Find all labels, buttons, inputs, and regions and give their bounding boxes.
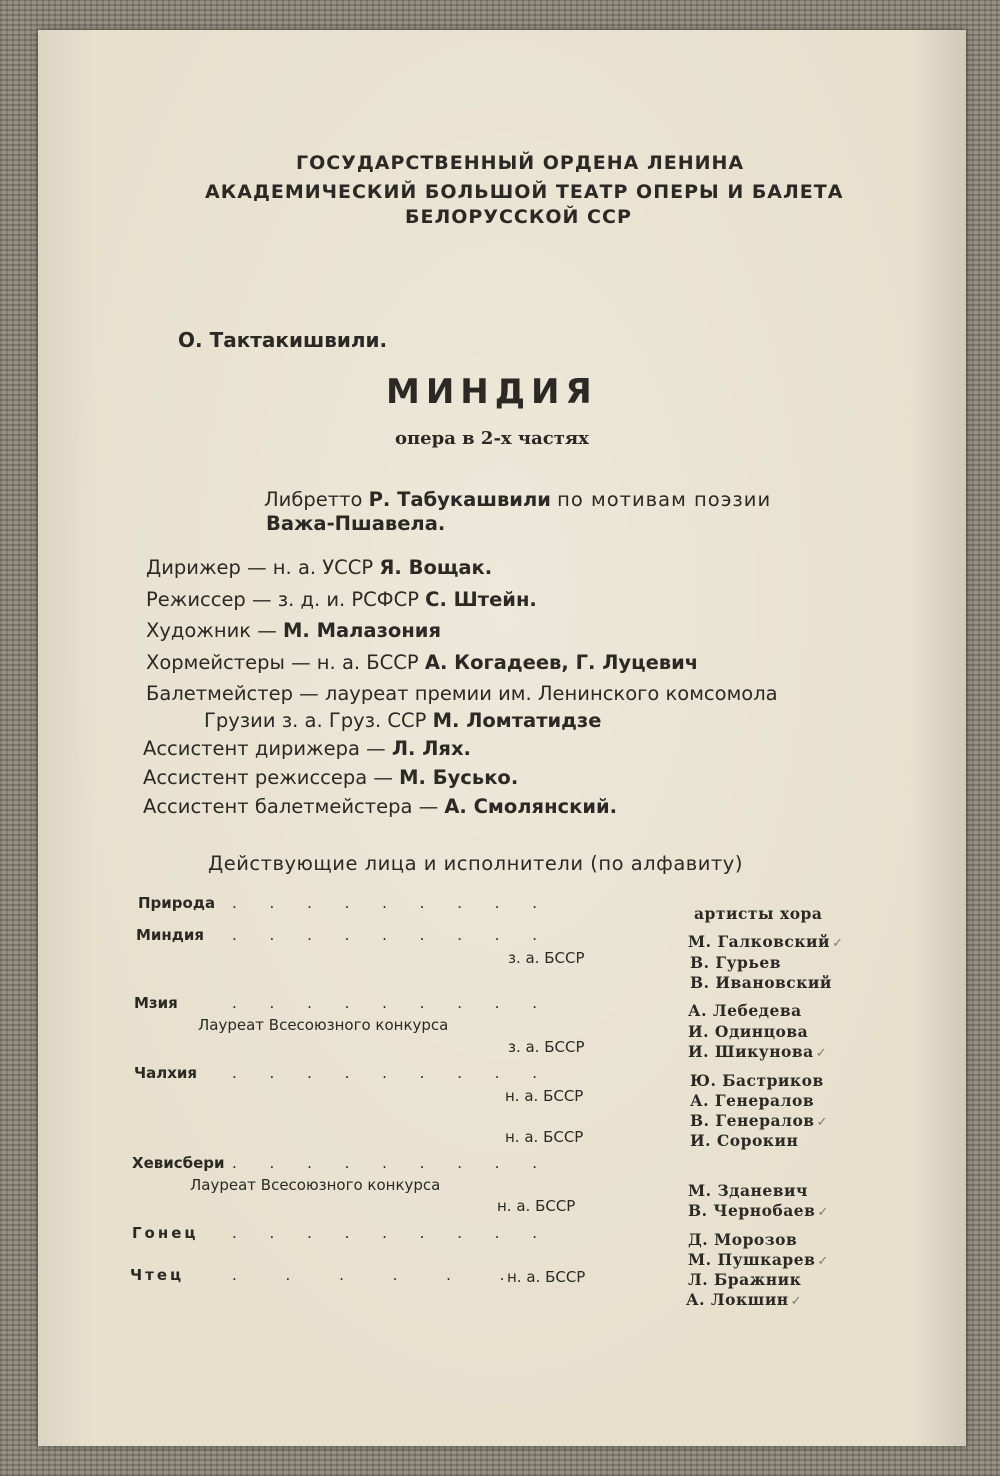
credit-name: А. Когадеев, Г. Луцевич xyxy=(424,651,699,674)
performer-name: В. Генералов xyxy=(690,1111,815,1130)
cast-heading: Действующие лица и исполнители (по алфавиту) xyxy=(208,852,743,875)
character-gonets: Гонец xyxy=(132,1224,199,1242)
character-chalkhiya: Чалхия xyxy=(134,1064,198,1082)
performer-name: В. Чернобаев xyxy=(688,1201,816,1220)
character-chtets: Чтец xyxy=(130,1266,185,1284)
check-mark-icon: ✓ xyxy=(790,1294,803,1309)
credit-role: Ассистент дирижера — xyxy=(143,737,386,760)
check-mark-icon: ✓ xyxy=(815,1046,828,1061)
leader-dots: . . . . . . . . . xyxy=(232,926,552,944)
credit-name: А. Смолянский. xyxy=(444,795,618,818)
credit-role: Режиссер — з. д. и. РСФСР xyxy=(146,588,419,611)
check-mark-icon: ✓ xyxy=(817,1205,829,1220)
credit-director xyxy=(146,588,537,611)
leader-dots: . . . . . . . . . xyxy=(232,1064,552,1082)
credit-choreographer-cont xyxy=(204,709,601,732)
performer: Д. Морозов xyxy=(688,1230,798,1249)
leader-dots: . . . . . . . . . xyxy=(232,1154,552,1172)
credit-assistant-choreographer xyxy=(143,795,617,818)
credit-name: М. Малазония xyxy=(282,619,441,642)
opera-subtitle: опера в 2-х частях xyxy=(395,428,589,449)
character-mziya: Мзия xyxy=(134,994,178,1012)
title-na-bssr: н. а. БССР xyxy=(505,1087,584,1105)
performer xyxy=(688,1250,829,1269)
title-laureate: Лауреат Всесоюзного конкурса xyxy=(198,1016,449,1034)
theatre-name-line-1: ГОСУДАРСТВЕННЫЙ ОРДЕНА ЛЕНИНА xyxy=(296,152,745,174)
leader-dots: . . . . . . . . . xyxy=(232,994,552,1012)
performer: Л. Бражник xyxy=(688,1270,802,1289)
credit-chorus-masters xyxy=(146,651,698,674)
character-khevisberi: Хевисбери xyxy=(132,1154,225,1172)
leader-dots: . . . . . . . . . xyxy=(232,1224,552,1242)
performer: А. Генералов xyxy=(690,1091,815,1110)
chorus-artists-label: артисты хора xyxy=(694,904,823,923)
credit-name: Л. Лях. xyxy=(391,737,471,760)
libretto-prefix: Либретто xyxy=(264,488,363,511)
credit-assistant-director xyxy=(143,766,518,789)
credit-role: Хормейстеры — н. а. БССР xyxy=(146,651,419,674)
libretto-line xyxy=(264,488,771,511)
credit-name: М. Бусько. xyxy=(399,766,519,789)
performer xyxy=(688,932,843,951)
composer: О. Тактакишвили. xyxy=(178,328,388,352)
performer-name: А. Локшин xyxy=(686,1290,789,1309)
theatre-name-line-2: АКАДЕМИЧЕСКИЙ БОЛЬШОЙ ТЕАТР ОПЕРЫ И БАЛЕТА xyxy=(205,181,844,203)
title-za-bssr: з. а. БССР xyxy=(508,949,585,967)
performer: И. Сорокин xyxy=(690,1131,799,1150)
performer-name: М. Галковский xyxy=(688,932,831,951)
character-priroda: Природа xyxy=(138,894,216,912)
theatre-name-line-3: БЕЛОРУССКОЙ ССР xyxy=(405,206,632,228)
check-mark-icon: ✓ xyxy=(816,1115,828,1130)
performer xyxy=(690,1111,828,1130)
credit-choreographer xyxy=(146,682,778,705)
credit-conductor xyxy=(146,556,492,579)
performer: В. Гурьев xyxy=(690,953,782,972)
performer: Ю. Бастриков xyxy=(690,1071,824,1090)
title-na-bssr: н. а. БССР xyxy=(505,1128,584,1146)
credit-name: М. Ломтатидзе xyxy=(432,709,602,732)
performer: В. Ивановский xyxy=(690,973,832,992)
libretto-author: Р. Табукашвили xyxy=(368,488,551,511)
performer: М. Зданевич xyxy=(688,1181,808,1200)
check-mark-icon: ✓ xyxy=(832,936,844,951)
performer xyxy=(688,1042,827,1061)
performer-name: И. Шикунова xyxy=(688,1042,814,1061)
credit-role: Грузии з. а. Груз. ССР xyxy=(204,709,427,732)
title-za-bssr: з. а. БССР xyxy=(508,1038,585,1056)
performer xyxy=(686,1290,802,1309)
credit-assistant-conductor xyxy=(143,737,471,760)
performer: И. Одинцова xyxy=(688,1022,809,1041)
title-laureate: Лауреат Всесоюзного конкурса xyxy=(190,1176,441,1194)
credit-designer xyxy=(146,619,441,642)
performer: А. Лебедева xyxy=(688,1001,802,1020)
leader-dots: . . . . . . . . . xyxy=(232,894,552,912)
character-mindiya: Миндия xyxy=(136,926,205,944)
performer xyxy=(688,1201,829,1220)
leader-dots: . . . . . . xyxy=(232,1266,527,1284)
credit-role: Ассистент режиссера — xyxy=(143,766,393,789)
credit-role: Дирижер — н. а. УССР xyxy=(146,556,374,579)
credit-role: Художник — xyxy=(146,619,277,642)
title-na-bssr: н. а. БССР xyxy=(507,1268,586,1286)
libretto-middle: по мотивам поэзии xyxy=(557,488,772,511)
credit-name: Я. Вощак. xyxy=(379,556,493,579)
credit-name: С. Штейн. xyxy=(425,588,537,611)
performer-name: М. Пушкарев xyxy=(688,1250,816,1269)
check-mark-icon: ✓ xyxy=(817,1254,829,1269)
title-na-bssr: н. а. БССР xyxy=(497,1197,576,1215)
credit-role: Ассистент балетмейстера — xyxy=(143,795,439,818)
credit-role: Балетмейстер — лауреат премии им. Ленинского комсомола xyxy=(146,682,778,705)
libretto-source: Важа-Пшавела. xyxy=(266,512,446,535)
opera-title: МИНДИЯ xyxy=(386,372,598,412)
